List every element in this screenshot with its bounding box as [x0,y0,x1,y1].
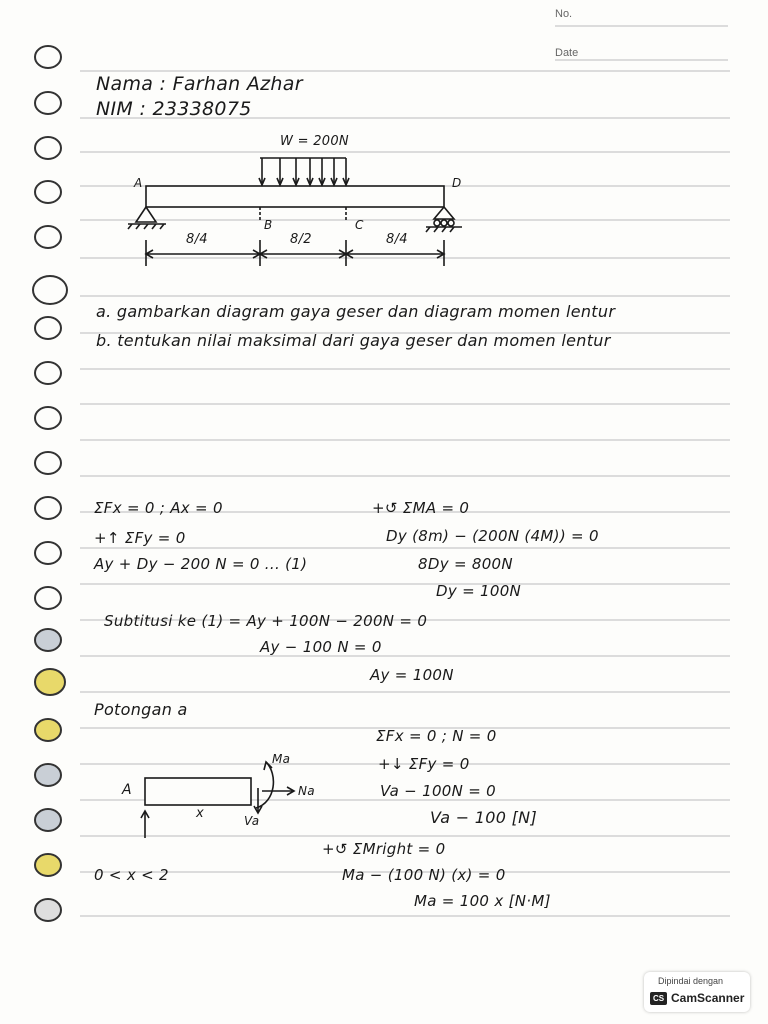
binder-holes [33,46,67,921]
question-a: a. gambarkan diagram gaya geser dan diagram momen lentur [96,302,616,321]
sum-ma-eq: +↺ ΣMA = 0 [372,499,470,517]
binder-hole [35,719,61,741]
no-label: No. [555,8,573,20]
fbd-ma-label: Ma [272,752,291,766]
point-b-label: B [264,218,273,232]
substitution-eq: Subtitusi ke (1) = Ay + 100N − 200N = 0 [104,612,428,630]
binder-hole [35,809,61,831]
binder-hole [35,317,61,339]
fbd-va-label: Va [244,814,260,828]
binder-hole [35,854,61,876]
dy-result: Dy = 100N [436,582,522,600]
binder-hole [35,542,61,564]
va-eq: Va − 100N = 0 [380,782,496,800]
name-line: Nama : Farhan Azhar [96,73,303,95]
watermark-brand: CamScanner [671,991,745,1005]
ay-result: Ay = 100N [370,666,454,684]
moment-eq: Dy (8m) − (200N (4M)) = 0 [386,527,599,545]
section-fy-eq: +↓ ΣFy = 0 [378,755,470,773]
binder-hole [35,92,61,114]
binder-hole [35,407,61,429]
binder-hole [35,181,61,203]
camscanner-logo-icon: CS [650,992,667,1005]
binder-hole [35,137,61,159]
fbd-a-label: A [122,782,132,798]
binder-hole [35,46,61,68]
range-label: 0 < x < 2 [94,866,169,884]
section-moment-eq: Ma − (100 N) (x) = 0 [342,866,506,884]
watermark-caption: Dipindai dengan [658,976,724,986]
binder-hole [35,629,61,651]
binder-hole [35,497,61,519]
sum-fx-eq: ΣFx = 0 ; Ax = 0 [94,499,223,517]
nim-line: NIM : 23338075 [96,98,252,120]
vertical-eq-1: Ay + Dy − 200 N = 0 ... (1) [94,555,308,573]
binder-hole [35,764,61,786]
sum-fy-eq: +↑ ΣFy = 0 [94,529,186,547]
section-fx-eq: ΣFx = 0 ; N = 0 [376,727,497,745]
binder-hole [35,452,61,474]
date-label: Date [555,47,579,59]
span-bc-label: 8/2 [290,232,312,247]
binder-hole [35,362,61,384]
binder-hole [35,669,65,695]
section-moment-result: Ma = 100 x [N·M] [414,892,551,910]
camscanner-watermark [644,972,750,1012]
binder-hole [35,587,61,609]
question-b: b. tentukan nilai maksimal dari gaya geser dan momen lentur [96,331,611,350]
beam-diagram [128,158,462,266]
load-arrows [259,158,349,185]
moment-step: 8Dy = 800N [418,555,513,573]
moment-right-eq: +↺ ΣMright = 0 [322,840,446,858]
load-label: W = 200N [280,134,349,149]
binder-hole [35,899,61,921]
fbd-na-label: Na [298,784,315,798]
fbd-segment [145,778,251,805]
point-d-label: D [452,176,462,190]
substitution-step: Ay − 100 N = 0 [260,638,382,656]
point-a-label: A [134,176,143,190]
section-heading: Potongan a [94,700,188,719]
span-cd-label: 8/4 [386,232,408,247]
binder-hole [35,226,61,248]
span-ab-label: 8/4 [186,232,208,247]
point-c-label: C [355,218,364,232]
va-result: Va − 100 [N] [430,808,537,827]
beam [146,186,444,207]
binder-hole [33,276,67,304]
fbd-x-label: x [196,806,204,821]
pin-support-icon [128,207,166,229]
